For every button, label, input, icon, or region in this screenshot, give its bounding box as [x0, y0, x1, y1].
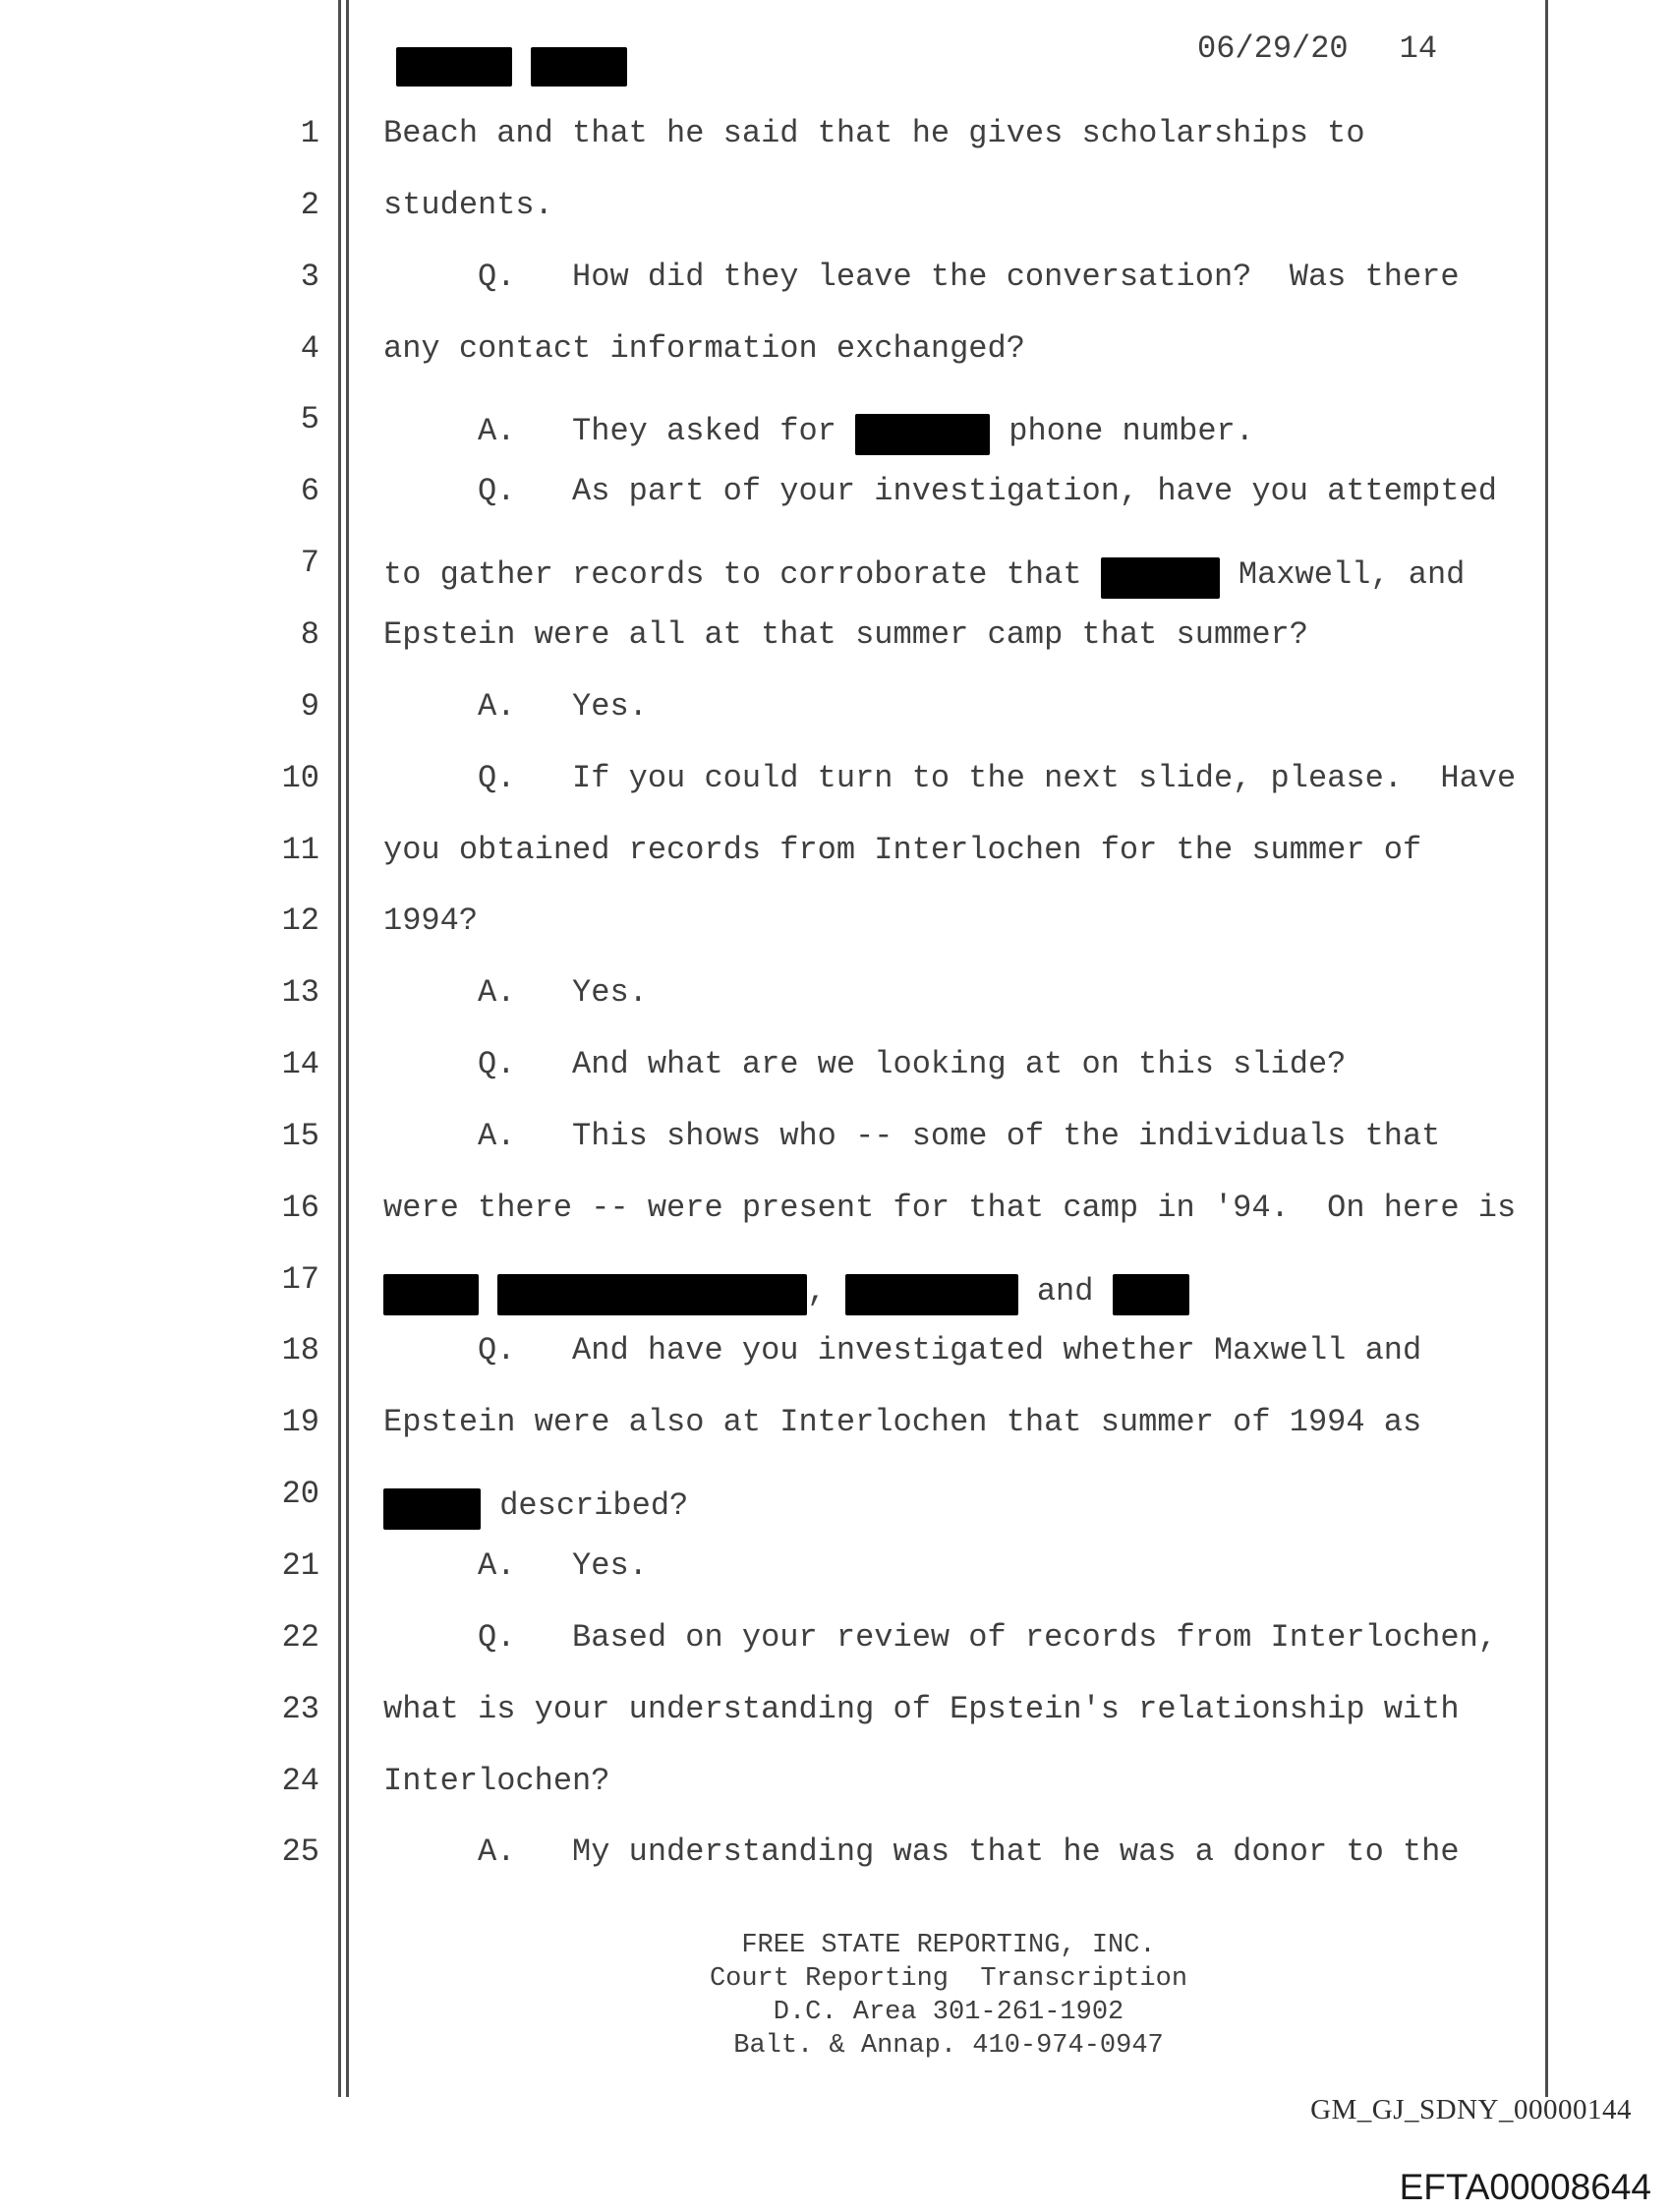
- transcript-line: [0, 900, 1671, 943]
- redaction-box: [855, 414, 990, 455]
- header-date-text: 06/29/20: [1197, 30, 1349, 67]
- line-text: A. Yes.: [383, 1547, 648, 1584]
- line-number: 1: [300, 115, 319, 151]
- line-text: to gather records to corroborate that Maxwell, and: [383, 542, 1465, 597]
- transcript-line: [0, 1329, 1671, 1372]
- transcript-line: [0, 398, 1671, 450]
- line-text: 1994?: [383, 902, 479, 940]
- transcript-line: [0, 685, 1671, 728]
- line-number: 4: [300, 329, 319, 367]
- line-number: 12: [281, 902, 319, 940]
- line-text: were there -- were present for that camp in '94. On here is: [383, 1189, 1517, 1226]
- transcript-line: [0, 1760, 1671, 1803]
- line-text: Q. As part of your investigation, have you attempted: [383, 473, 1497, 510]
- line-text: A. They asked for phone number.: [383, 398, 1254, 453]
- transcript-line: [0, 1043, 1671, 1086]
- line-number: 5: [300, 401, 319, 438]
- line-number: 20: [281, 1476, 319, 1513]
- line-number: 15: [281, 1117, 319, 1154]
- line-text: described?: [383, 1473, 688, 1528]
- redaction-box: [531, 47, 627, 87]
- line-text: Q. If you could turn to the next slide, please. Have: [383, 759, 1517, 796]
- transcript-line: [0, 256, 1671, 299]
- line-number: 17: [281, 1260, 319, 1298]
- line-number: 14: [281, 1046, 319, 1083]
- line-number: 22: [281, 1618, 319, 1656]
- redaction-box: [845, 1274, 1018, 1315]
- line-text: A. My understanding was that he was a donor to the: [383, 1834, 1460, 1871]
- redaction-box: [383, 1488, 481, 1530]
- line-number: 10: [281, 759, 319, 796]
- transcript-line: [0, 1688, 1671, 1731]
- line-text: Q. How did they leave the conversation? Was there: [383, 258, 1460, 295]
- line-number: 2: [300, 186, 319, 223]
- redaction-box: [497, 1274, 807, 1315]
- line-text: Beach and that he said that he gives scholarships to: [383, 115, 1365, 151]
- line-text: A. Yes.: [383, 687, 648, 725]
- transcript-line: [0, 971, 1671, 1015]
- redaction-box: [1113, 1274, 1189, 1315]
- header: [1197, 29, 1437, 69]
- transcript-line: [0, 184, 1671, 227]
- transcript-line: [0, 829, 1671, 872]
- line-number: 24: [281, 1762, 319, 1799]
- line-number: 19: [281, 1404, 319, 1441]
- line-number: 6: [300, 473, 319, 510]
- transcript-line: [0, 470, 1671, 513]
- line-number: 25: [281, 1834, 319, 1871]
- line-number: 16: [281, 1189, 319, 1226]
- header-redactions: [396, 47, 646, 87]
- line-number: 21: [281, 1547, 319, 1584]
- line-text: Q. Based on your review of records from Interlochen,: [383, 1618, 1497, 1656]
- bates-stamp-lower: EFTA00008644: [1399, 2167, 1651, 2207]
- bates-stamp-upper: GM_GJ_SDNY_00000144: [1310, 2094, 1632, 2125]
- line-number: 8: [300, 615, 319, 653]
- line-number: 11: [281, 831, 319, 868]
- footer-line: Balt. & Annap. 410-974-0947: [733, 2031, 1164, 2061]
- line-number: 9: [300, 687, 319, 725]
- line-text: Epstein were all at that summer camp that summer?: [383, 615, 1308, 653]
- transcript-line: [0, 1187, 1671, 1230]
- transcript-line: [0, 1115, 1671, 1158]
- line-text: , and: [383, 1258, 1189, 1313]
- line-number: 3: [300, 258, 319, 295]
- line-number: 7: [300, 545, 319, 582]
- redaction-box: [396, 47, 512, 87]
- transcript-line: [0, 1473, 1671, 1525]
- line-text: you obtained records from Interlochen for the summer of: [383, 831, 1422, 868]
- transcript-line: [0, 1401, 1671, 1444]
- line-text: A. This shows who -- some of the individuals that: [383, 1117, 1441, 1154]
- footer-line: D.C. Area 301-261-1902: [773, 1998, 1124, 2027]
- reporter-footer: [383, 1929, 1514, 2063]
- transcript-line: [0, 327, 1671, 371]
- transcript-line: [0, 1544, 1671, 1588]
- line-text: students.: [383, 186, 553, 223]
- line-text: any contact information exchanged?: [383, 329, 1025, 367]
- line-text: Epstein were also at Interlochen that summer of 1994 as: [383, 1404, 1422, 1441]
- header-page-number: 14: [1399, 30, 1438, 67]
- line-text: A. Yes.: [383, 974, 648, 1012]
- footer-line: Court Reporting Transcription: [709, 1964, 1188, 1994]
- line-text: Interlochen?: [383, 1762, 610, 1799]
- line-text: what is your understanding of Epstein's relationship with: [383, 1690, 1460, 1727]
- transcript-line: [0, 1258, 1671, 1310]
- line-text: Q. And have you investigated whether Maxwell and: [383, 1332, 1422, 1369]
- transcript-line: [0, 542, 1671, 594]
- line-number: 23: [281, 1690, 319, 1727]
- transcript-line: [0, 613, 1671, 657]
- footer-line: FREE STATE REPORTING, INC.: [741, 1931, 1156, 1960]
- redaction-box: [383, 1274, 479, 1315]
- line-number: 18: [281, 1332, 319, 1369]
- transcript-line: [0, 757, 1671, 800]
- transcript-line: [0, 1616, 1671, 1659]
- line-text: Q. And what are we looking at on this slide?: [383, 1046, 1347, 1083]
- transcript-line: [0, 1831, 1671, 1874]
- transcript-line: [0, 112, 1671, 155]
- redaction-box: [1101, 557, 1220, 599]
- line-number: 13: [281, 974, 319, 1012]
